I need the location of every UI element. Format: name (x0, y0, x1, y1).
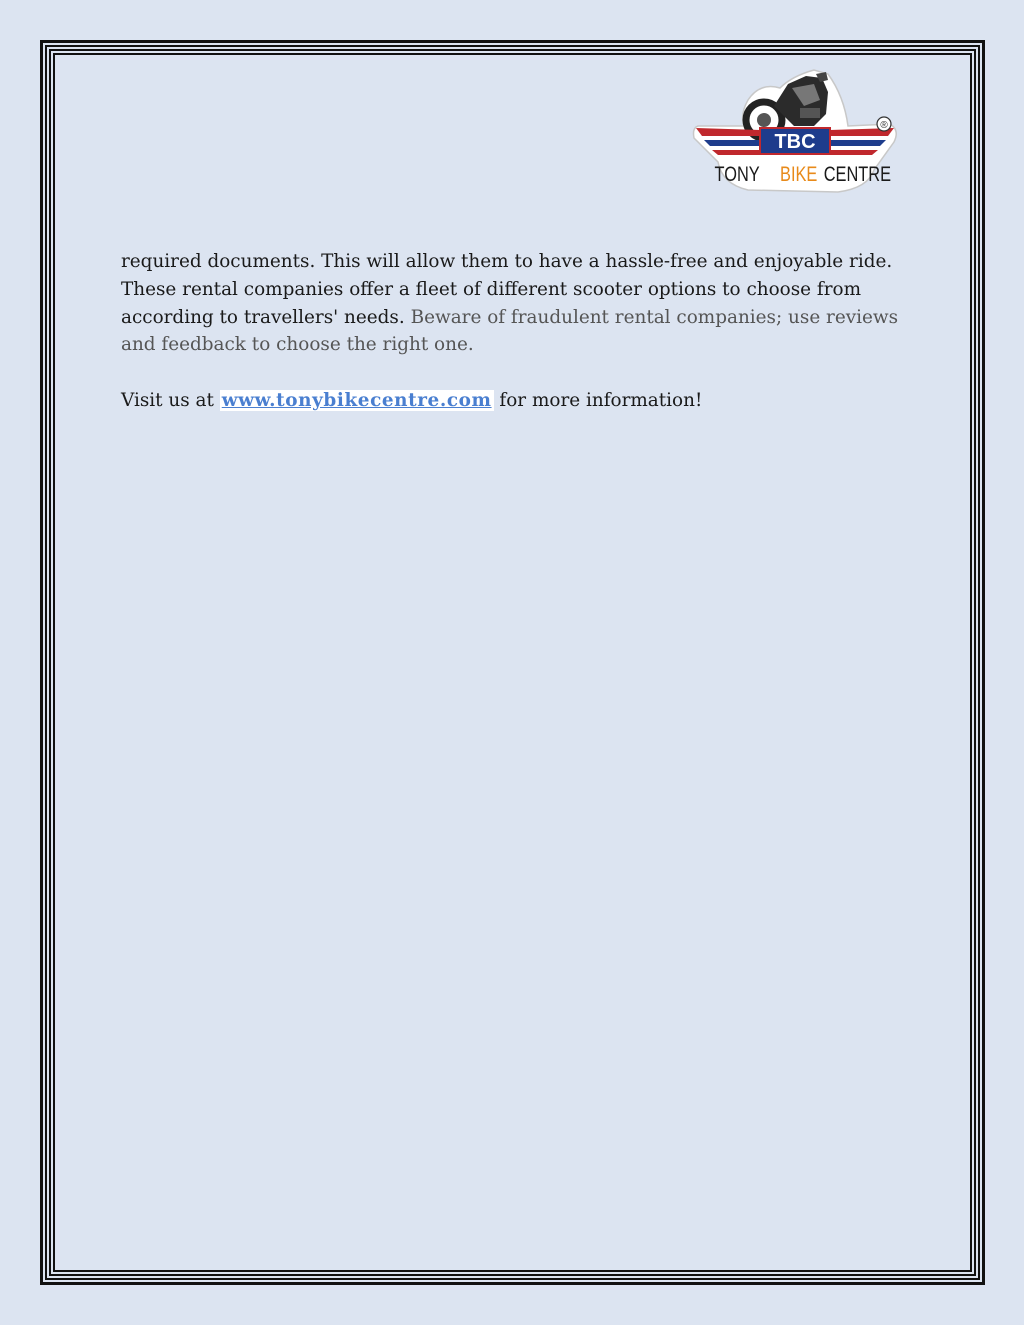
page-border-inner (53, 53, 972, 1272)
body-text-main: required documents. This will allow them to have a hassle-free and enjoyable ride. These rental companies offer a fleet of different scooter options to choose from according to travellers' needs. (121, 251, 893, 328)
document-body (121, 248, 901, 415)
visit-line (121, 387, 901, 415)
logo-word-centre: CENTRE (823, 162, 892, 186)
body-paragraph (121, 248, 901, 359)
tony-bike-centre-logo (688, 66, 902, 198)
logo-word-tony: TONY (714, 162, 760, 186)
website-link[interactable]: www.tonybikecentre.com (221, 389, 492, 411)
visit-suffix: for more information! (493, 389, 703, 411)
visit-prefix: Visit us at (121, 389, 220, 411)
logo-word-bike: BIKE (780, 162, 818, 186)
registered-mark: ® (880, 120, 888, 131)
tbc-badge-text: TBC (774, 131, 816, 153)
body-text-warning: Beware of fraudulent rental companies; use reviews and feedback to choose the right one. (121, 306, 899, 356)
